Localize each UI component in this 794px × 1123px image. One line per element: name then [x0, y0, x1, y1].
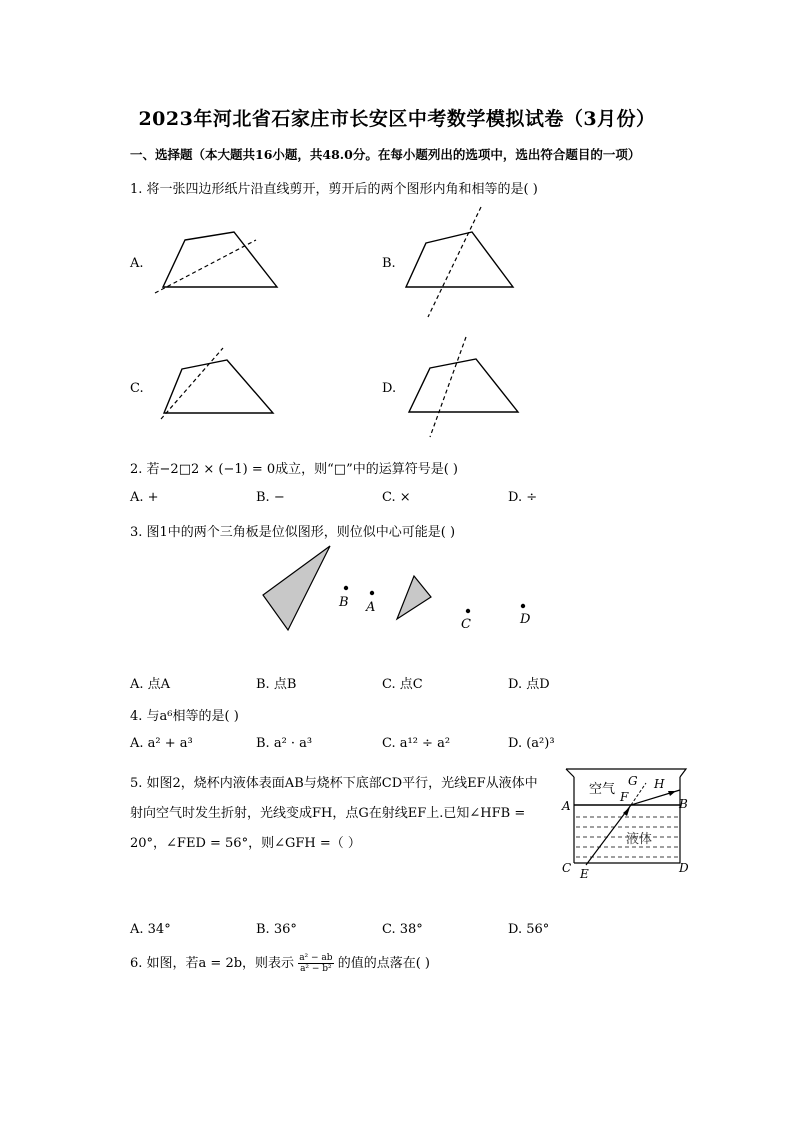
svg-text:B: B — [679, 797, 688, 811]
label-air: 空气 — [589, 782, 616, 797]
q5-option-b[interactable]: B. 36° — [256, 922, 297, 937]
question-4-stem: 4. 与a⁶相等的是( ) — [130, 709, 239, 724]
q2-option-d[interactable]: D. ÷ — [508, 490, 538, 505]
q1-option-c-label[interactable]: C. — [130, 381, 144, 396]
svg-text:F: F — [620, 790, 629, 804]
svg-text:G: G — [628, 774, 638, 788]
label-liquid: 液体 — [626, 832, 653, 847]
point-a-label: A — [366, 600, 376, 615]
q1-figure-d — [405, 333, 525, 441]
point-b-label: B — [339, 595, 349, 610]
q2-option-a[interactable]: A. + — [130, 490, 159, 505]
q1-figure-c — [155, 343, 280, 423]
q6-stem-prefix: 6. 如图，若a = 2b，则表示 — [130, 956, 295, 971]
q3-figure — [255, 540, 545, 640]
svg-text:E: E — [580, 867, 589, 881]
q5-beaker-figure — [556, 763, 696, 883]
point-b-dot — [344, 586, 348, 590]
question-5-stem: 5. 如图2，烧杯内液体表面AB与烧杯下底部CD平行，光线EF从液体中射向空气时发生折射，光线变成FH，点G在射线EF上.已知∠HFB = 20°，∠FED = 56°，则∠GFH =（ ） — [130, 776, 538, 851]
q5-option-a[interactable]: A. 34° — [130, 922, 171, 937]
svg-text:A: A — [562, 799, 571, 813]
q3-option-d[interactable]: D. 点D — [508, 677, 550, 692]
point-c-label: C — [461, 617, 471, 632]
q3-option-a[interactable]: A. 点A — [130, 677, 171, 692]
q6-fraction-numerator: a² − ab — [299, 953, 333, 963]
svg-text:H: H — [654, 777, 665, 791]
q1-figure-a — [150, 225, 285, 300]
q2-option-c[interactable]: C. × — [382, 490, 411, 505]
question-1-stem: 1. 将一张四边形纸片沿直线剪开，剪开后的两个图形内角和相等的是( ) — [130, 182, 538, 197]
question-3-stem: 3. 图1中的两个三角板是位似图形，则位似中心可能是( ) — [130, 525, 456, 540]
q1-option-d-label[interactable]: D. — [382, 381, 397, 396]
q5-option-c[interactable]: C. 38° — [382, 922, 423, 937]
q1-option-b-label[interactable]: B. — [382, 256, 396, 271]
q5-option-d[interactable]: D. 56° — [508, 922, 550, 937]
point-d-label: D — [520, 612, 531, 627]
q3-option-b[interactable]: B. 点B — [256, 677, 297, 692]
q4-option-c[interactable]: C. a¹² ÷ a² — [382, 736, 451, 751]
q1-option-a-label[interactable]: A. — [130, 256, 144, 271]
q2-option-b[interactable]: B. − — [256, 490, 285, 505]
q4-option-a[interactable]: A. a² + a³ — [130, 736, 193, 751]
section-heading: 一、选择题（本大题共16小题，共48.0分。在每小题列出的选项中，选出符合题目的一项） — [130, 147, 641, 162]
point-d-dot — [521, 604, 525, 608]
q1-figure-b — [400, 205, 520, 320]
question-2-stem: 2. 若−2□2 × (−1) = 0成立，则“□”中的运算符号是( ) — [130, 462, 458, 477]
q6-fraction-denominator: a² − b² — [300, 964, 332, 974]
svg-text:D: D — [679, 861, 689, 875]
q4-option-b[interactable]: B. a² · a³ — [256, 736, 313, 751]
q6-fraction — [298, 953, 333, 974]
point-a-dot — [370, 591, 374, 595]
q4-option-d[interactable]: D. (a²)³ — [508, 736, 555, 751]
page-title: 2023年河北省石家庄市长安区中考数学模拟试卷（3月份） — [138, 108, 656, 130]
q6-stem-suffix: 的值的点落在( ) — [337, 956, 430, 971]
svg-text:C: C — [562, 861, 572, 875]
question-6-stem — [130, 952, 430, 974]
point-c-dot — [466, 609, 470, 613]
q3-option-c[interactable]: C. 点C — [382, 677, 423, 692]
